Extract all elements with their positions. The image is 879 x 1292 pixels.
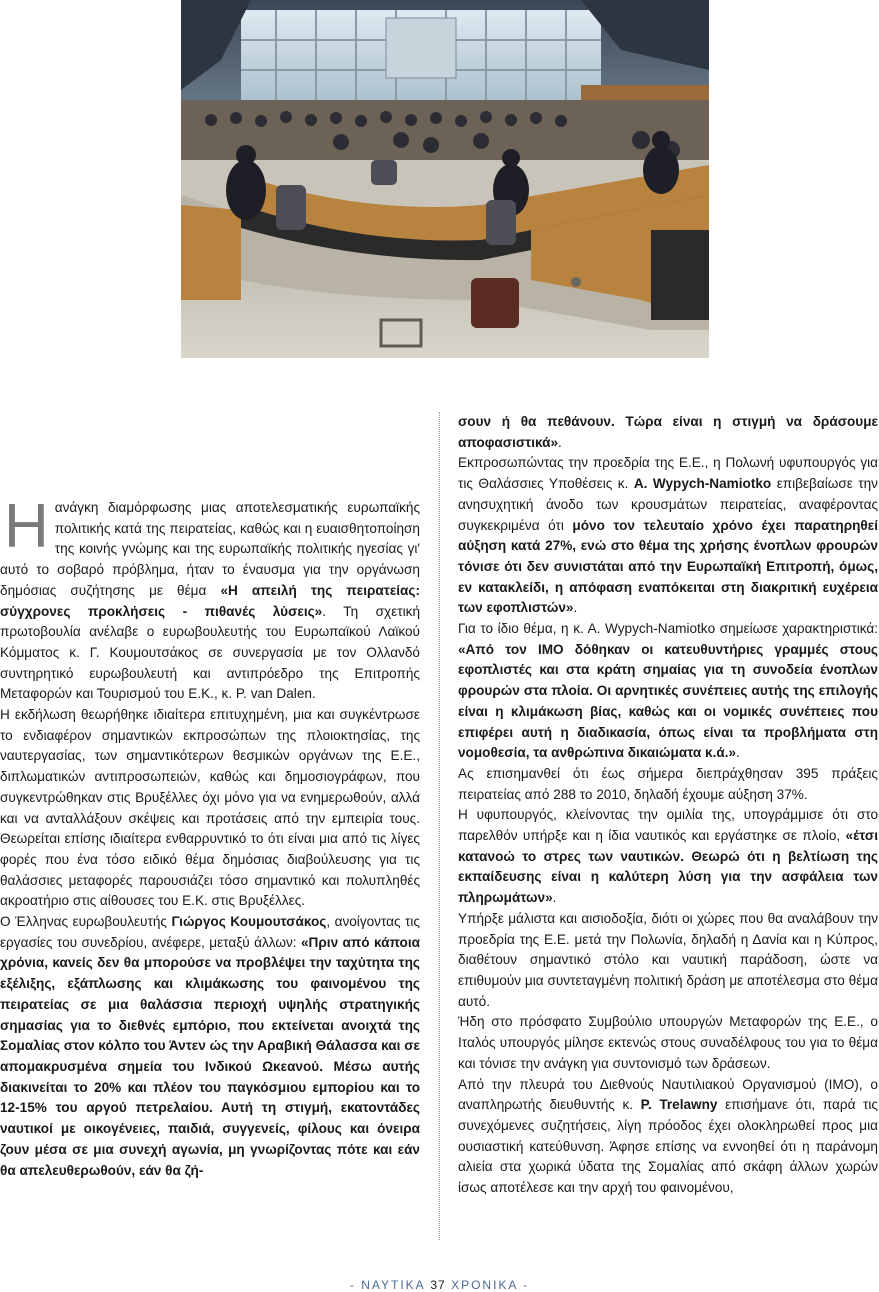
paragraph: Εκπροσωπώντας την προεδρία της Ε.Ε., η Πολωνή υφυπουργός για τις Θαλάσσιες Υποθέσεις κ. A. Wypych-Namiotko επιβεβαίωσε την ανησυχητική άνοδο των κρουσμάτων πειρατείας, αναφέροντας συγκεκριμένα ότι μόνο τον τελευταίο χρόνο έχει παρατηρηθεί αύξηση κατά 27%, ενώ στο θέμα της χρήσης ένοπλων φρουρών τόνισε ότι δεν συνιστάται από την Ευρωπαϊκή Επιτροπή, όμως, εν κατακλείδι, η απόφαση εναπόκειται στη διακριτική ευχέρεια των εφοπλιστών».	[458, 455, 879, 616]
quote: «Πριν από κάποια χρόνια, κανείς δεν θα μπορούσε να προβλέψει την ταχύτητα της εξέλιξης, εξάπλωσης και κλιμάκωσης του φαινομένου της πειρατείας σε μια θαλάσσια περιοχή υψηλής στρατηγικής σημασίας για το διεθνές εμπόριο, που εκτείνεται ανοιχτά της Σομαλίας στον κόλπο του Άντεν ώς την Αραβική Θάλασσα και σε απομακρυσμένα σημεία του Ινδικού Ωκεανού. Μέσω αυτής διακινείται το 20% και πλέον του παγκόσμιου εμπορίου και το 12-15% του αργού πετρελαίου. Αυτή τη στιγμή, εκατοντάδες ναυτικοί με οικογένειες, παιδιά, συγγενείς, φίλους και όνειρα ζουν μέσα σε μια συνεχή αγωνία, μη γνωρίζοντας πότε και εάν θα απελευθερωθούν, εάν θα ζή-	[0, 934, 420, 1178]
paragraph: Υπήρξε μάλιστα και αισιοδοξία, διότι οι χώρες που θα αναλάβουν την προεδρία της Ε.Ε. μετά την Πολωνία, δηλαδή η Δανία και η Κύπρος, διαθέτουν σημαντικό στόλο και ναυτική παράδοση, ώστε να επιθυμούν μια συντεταγμένη πολιτική δράση με αποτέλεσμα στο θέμα αυτό.	[458, 910, 878, 1009]
paragraph: Η εκδήλωση θεωρήθηκε ιδιαίτερα επιτυχημένη, μια και συγκέντρωσε το ενδιαφέρον σημαντικών εκπροσώπων της πλοιοκτησίας, της ναυτεργασίας, των σημαντικότερων θεσμικών οργάνων της Ε.Ε., διπλωματικών αντιπροσωπειών, καθώς και δημοσιογράφων, που συγκεντρώθηκαν στις Βρυξέλλες όχι μόνο για να ενημερωθούν, αλλά και να ανταλλάξουν σκέψεις και προτάσεις από την εμπειρία τους. Θεωρείται επίσης ιδιαίτερα ενθαρρυντικό το ότι είναι μια από τις λίγες φορές που ένα τόσο ειδικό θέμα δημόσιας διαβούλευσης για τις θαλάσσιες μεταφορές παρουσιάζει τόσο σημαντικό και πολυπληθές ακροατήριο στις αίθουσες του Ε.Κ. στις Βρυξέλλες.	[0, 707, 420, 909]
paragraph: Η υφυπουργός, κλείνοντας την ομιλία της, υπογράμμισε ότι στο παρελθόν υπήρξε και η ίδια ναυτικός και εργάστηκε σε πλοίο, «έτσι κατανοώ το στρες των ναυτικών. Θεωρώ ότι η βελτίωση της εκπαίδευσης είναι η καλύτερη λύση για την ασφάλεια των πληρωμάτων».	[458, 807, 878, 906]
page-number: 37	[430, 1278, 446, 1292]
magazine-name-right: ΧΡΟΝΙΚΑ -	[451, 1278, 530, 1292]
quote: «έτσι κατανοώ το στρες των ναυτικών. Θεωρώ ότι η βελτίωση της εκπαίδευσης είναι η καλύτερη λύση για την ασφάλεια των πληρωμάτων»	[458, 828, 878, 906]
paragraph: Ήδη στο πρόσφατο Συμβούλιο υπουργών Μεταφορών της Ε.Ε., ο Ιταλός υπουργός μίλησε εκτενώς στους συναδέλφους του για το θέμα και τόνισε την ανάγκη για συντονισμό των δράσεων.	[458, 1014, 878, 1071]
article-column-left	[0, 492, 421, 1181]
lead-paragraph: Ηανάγκη διαμόρφωσης μιας αποτελεσματικής ευρωπαϊκής πολιτικής κατά της πειρατείας, καθώς και η ευαισθητοποίηση της κοινής γνώμης και της ευρωπαϊκής πολιτικής ηγεσίας γι' αυτό το σοβαρό πρόβλημα, ήταν το έναυσμα για την οργάνωση δημόσιας συζήτησης με θέμα «Η απειλή της πειρατείας: σύγχρονες προκλήσεις - πιθανές λύσεις». Τη σχετική πρωτοβουλία ανέλαβε ο ευρωβουλευτής του Ευρωπαϊκού Λαϊκού Κόμματος κ. Γ. Κουμουτσάκος σε συνεργασία με τον Ολλανδό συντηρητικό ευρωβουλευτή και αντιπρόεδρο της Επιτροπής Μεταφορών και Τουρισμού του Ε.Κ., κ. Ρ. van Dalen.	[0, 492, 421, 702]
paragraph: Από την πλευρά του Διεθνούς Ναυτιλιακού Οργανισμού (ΙΜΟ), ο αναπληρωτής διευθυντής κ. P. Trelawny επισήμανε ότι, παρά τις συνεχόμενες συζητήσεις, λίγη πρόοδος έχει ολοκληρωθεί προς μια ουσιαστική κατεύθυνση. Άφησε επίσης να εννοηθεί ότι η παράνομη αλιεία στα χωρικά ύδατα της Σομαλίας από σκάφη άλλων χωρών ίσως αποτέλεσε και την αρχή του φαινομένου,	[458, 1076, 878, 1196]
quote: σουν ή θα πεθάνουν. Τώρα είναι η στιγμή να δράσουμε αποφασιστικά»	[458, 414, 878, 450]
conference-photo	[181, 0, 709, 358]
column-divider	[439, 412, 440, 1240]
person-name: Γιώργος Κουμουτσάκος	[171, 914, 327, 930]
dropcap: Η	[4, 492, 49, 561]
article-column-right	[458, 412, 878, 1199]
person-name: P. Trelawny	[640, 1097, 718, 1113]
quote: μόνο τον τελευταίο χρόνο έχει παρατηρηθεί αύξηση κατά 27%, ενώ στο θέμα της χρήσης ένοπλων φρουρών τόνισε ότι δεν συνιστάται από την Ευρωπαϊκή Επιτροπή, όμως, εν κατακλείδι, η απόφαση εναπόκειται στη διακριτική ευχέρεια των εφοπλιστών»	[458, 517, 879, 616]
paragraph: Ο Έλληνας ευρωβουλευτής Γιώργος Κουμουτσάκος, ανοίγοντας τις εργασίες του συνεδρίου, ανέφερε, μεταξύ άλλων: «Πριν από κάποια χρόνια, κανείς δεν θα μπορούσε να προβλέψει την ταχύτητα της εξέλιξης, εξάπλωσης και κλιμάκωσης του φαινομένου της πειρατείας σε μια θαλάσσια περιοχή υψηλής στρατηγικής σημασίας για το διεθνές εμπόριο, που εκτείνεται ανοιχτά της Σομαλίας στον κόλπο του Άντεν ώς την Αραβική Θάλασσα και σε απομακρυσμένα σημεία του Ινδικού Ωκεανού. Μέσω αυτής διακινείται το 20% και πλέον του παγκόσμιου εμπορίου και το 12-15% του αργού πετρελαίου. Αυτή τη στιγμή, εκατοντάδες ναυτικοί με οικογένειες, παιδιά, συγγενείς, φίλους και όνειρα ζουν μέσα σε μια συνεχή αγωνία, μη γνωρίζοντας πότε και εάν θα απελευθερωθούν, εάν θα ζή-	[0, 914, 420, 1178]
paragraph: Ας επισημανθεί ότι έως σήμερα διεπράχθησαν 395 πράξεις πειρατείας από 288 το 2010, δηλαδή έχουμε αύξηση 37%.	[458, 765, 878, 802]
quote: «Από τον ΙΜΟ δόθηκαν οι κατευθυντήριες γραμμές στους εφοπλιστές και στα κράτη σημαίας για τη συνοδεία ένοπλων φρουρών στα πλοία. Οι αρνητικές συνέπειες αυτής της επιλογής είναι η κλιμάκωση βίας, καθώς και οι νομικές συνέπειες που επιφέρει αυτή η διαδικασία, όπως είναι τα προβλήματα στη νομοθεσία, τα ανθρώπινα δικαιώματα κ.ά.»	[458, 641, 878, 761]
person-name: A. Wypych-Namiotko	[633, 476, 772, 492]
paragraph: σουν ή θα πεθάνουν. Τώρα είναι η στιγμή να δράσουμε αποφασιστικά».	[458, 414, 878, 450]
event-title: «Η απειλή της πειρατείας: σύγχρονες προκλήσεις - πιθανές λύσεις»	[0, 582, 421, 619]
paragraph: Για το ίδιο θέμα, η κ. Α. Wypych-Namiotko σημείωσε χαρακτηριστικά: «Από τον ΙΜΟ δόθηκαν οι κατευθυντήριες γραμμές στους εφοπλιστές και στα κράτη σημαίας για τη συνοδεία ένοπλων φρουρών στα πλοία. Οι αρνητικές συνέπειες αυτής της επιλογής είναι η κλιμάκωση βίας, καθώς και οι νομικές συνέπειες που επιφέρει αυτή η διαδικασία, όπως είναι τα προβλήματα στη νομοθεσία, τα ανθρώπινα δικαιώματα κ.ά.».	[458, 621, 878, 761]
page-footer	[0, 1278, 879, 1292]
magazine-name-left: - ΝΑΥΤΙΚΑ	[349, 1278, 426, 1292]
